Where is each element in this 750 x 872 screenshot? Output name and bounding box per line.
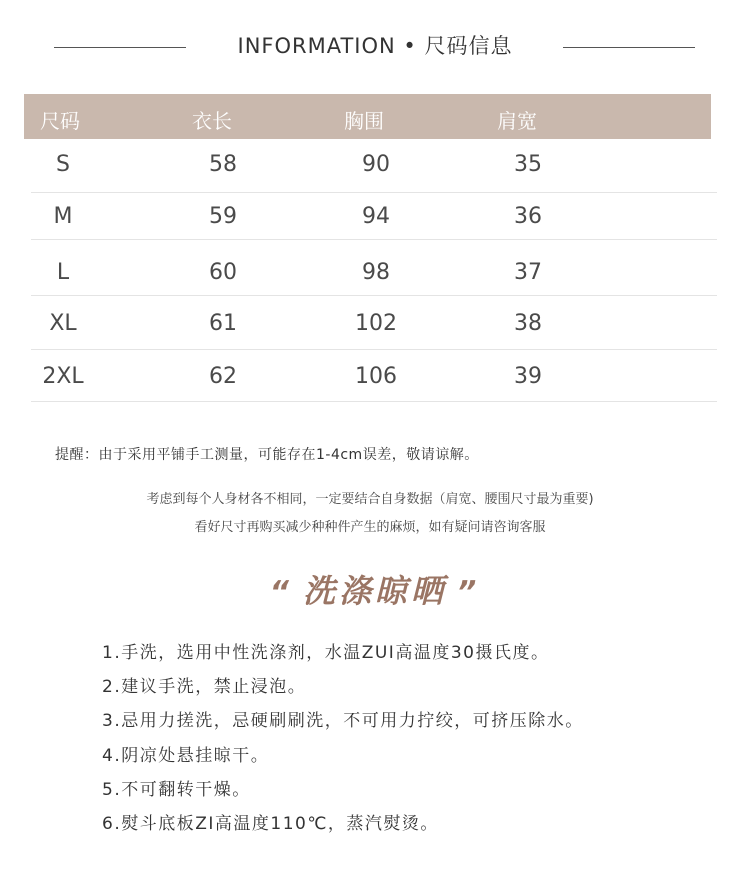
header-cell-shoulder: 肩宽 [497,109,537,133]
table-row [31,193,717,240]
table-cell: 60 [209,260,237,285]
table-cell: L [56,260,70,285]
table-cell: 37 [514,260,542,285]
table-cell: 38 [514,311,542,336]
table-cell: 106 [355,364,397,389]
table-cell: 35 [514,152,542,177]
table-cell: 90 [362,152,390,177]
list-item: 6.熨斗底板ZI高温度110℃，蒸汽熨烫。 [102,813,439,834]
measurement-reminder: 提醒：由于采用平铺手工测量，可能存在1-4cm误差，敬请谅解。 [55,447,479,463]
list-item: 2.建议手洗，禁止浸泡。 [102,677,307,698]
table-row [31,240,717,296]
size-table [24,94,718,402]
list-item: 3.忌用力搓洗，忌硬刷刷洗，不可用力拧绞，可挤压除水。 [102,711,584,732]
list-item: 1.手洗，选用中性洗涤剂，水温ZUI高温度30摄氏度。 [102,643,550,663]
table-cell: 59 [209,204,237,229]
table-cell: 36 [514,204,542,229]
table-cell: 58 [209,152,237,177]
table-cell: XL [49,311,77,336]
close-quote: ” [457,575,481,610]
header-title: INFORMATION • 尺码信息 [237,34,513,58]
table-cell: 62 [209,364,237,389]
header-cell-length: 衣长 [192,109,232,133]
section-header [0,26,750,66]
header-cell-chest: 胸围 [344,109,384,133]
care-instructions-list [102,638,584,843]
header-cell-size: 尺码 [40,109,80,133]
fit-advice-line-2: 看好尺寸再购买减少种种件产生的麻烦，如有疑问请咨询客服 [194,520,546,535]
table-cell: 61 [209,311,237,336]
table-cell: 39 [514,364,542,389]
table-cell: 98 [362,260,390,285]
table-cell: 94 [362,204,390,229]
list-item: 5.不可翻转干燥。 [102,779,251,800]
table-row [31,139,717,193]
table-row [31,350,717,402]
table-cell: M [53,204,73,229]
table-cell: S [56,152,70,177]
list-item: 4.阴凉处悬挂晾干。 [102,745,270,766]
table-cell: 102 [355,311,397,336]
care-section-title [0,566,750,612]
fit-advice-line-1: 考虑到每个人身材各不相同，一定要结合自身数据（肩宽、腰围尺寸最为重要) [146,492,594,507]
size-table-header [24,94,711,139]
table-cell: 2XL [42,364,84,389]
table-row [31,296,717,350]
care-title-text: 洗涤晾晒 [302,572,447,610]
open-quote: “ [269,575,293,610]
header-divider-right [563,47,695,48]
